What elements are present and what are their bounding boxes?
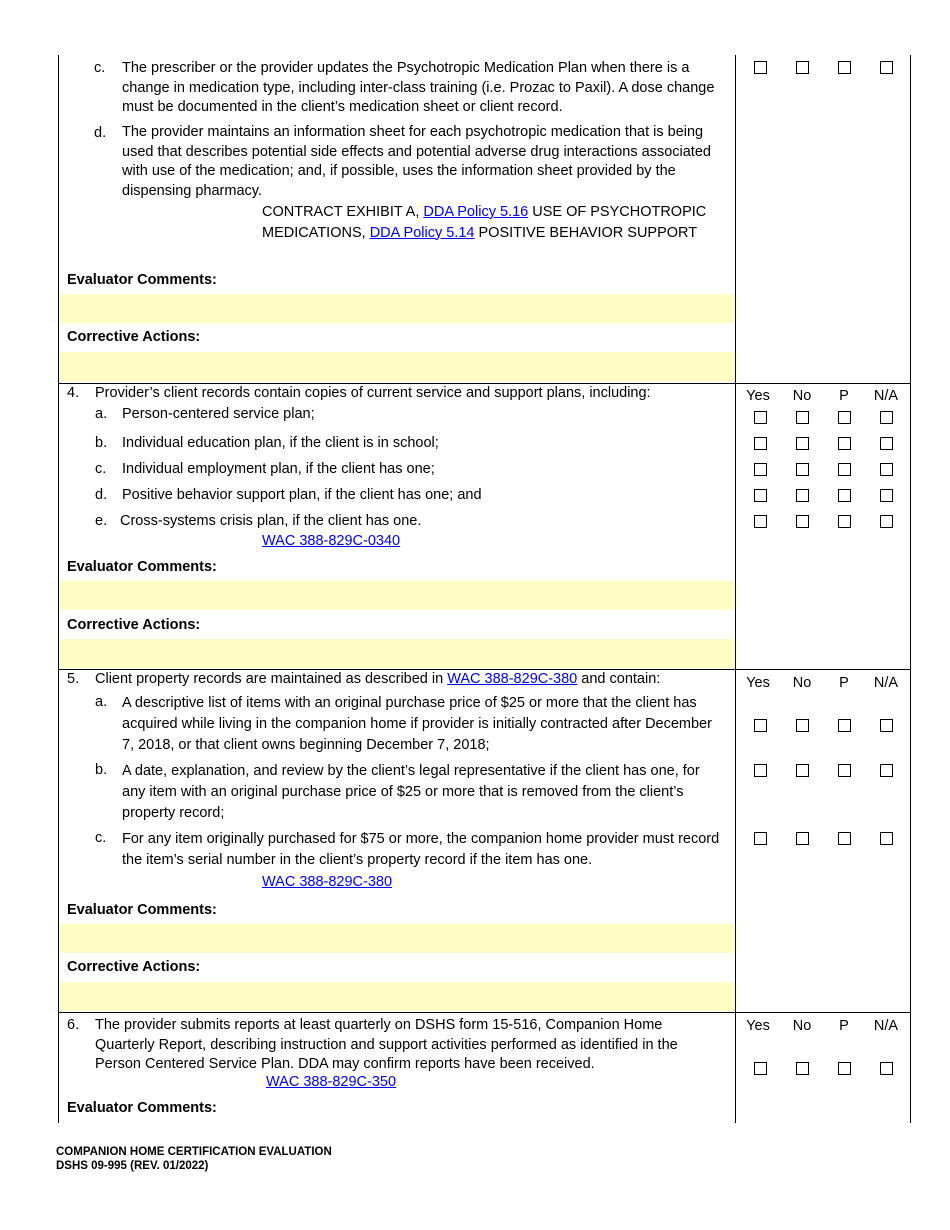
evaluator-comments-field[interactable] (59, 924, 735, 953)
yes-checkbox[interactable] (754, 489, 767, 502)
yes-checkbox[interactable] (754, 832, 767, 845)
item-text: Person-centered service plan; (122, 406, 315, 422)
column-header-na: N/A (873, 1018, 899, 1034)
item-letter: a. (95, 406, 108, 422)
p-checkbox[interactable] (838, 832, 851, 845)
yes-checkbox[interactable] (754, 1062, 767, 1075)
yes-checkbox[interactable] (754, 437, 767, 450)
item-text: Individual employment plan, if the client has one; (122, 461, 435, 477)
corrective-actions-field[interactable] (59, 352, 735, 381)
na-checkbox[interactable] (880, 61, 893, 74)
corrective-actions-label: Corrective Actions: (67, 959, 201, 975)
dda-policy-5-16-link[interactable]: DDA Policy 5.16 (423, 204, 529, 220)
no-checkbox[interactable] (796, 719, 809, 732)
item-text: Positive behavior support plan, if the client has one; and (122, 487, 482, 503)
no-checkbox[interactable] (796, 832, 809, 845)
na-checkbox[interactable] (880, 463, 893, 476)
p-checkbox[interactable] (838, 437, 851, 450)
column-divider (735, 55, 736, 1123)
wac-388-829c-0340-link[interactable]: WAC 388-829C-0340 (262, 533, 401, 549)
p-checkbox[interactable] (838, 411, 851, 424)
item-text: A descriptive list of items with an original purchase price of $25 or more that the client has acquired while living in the companion home if provider is initially contracted after December 7, 2018, or that client owns beginning December 7, 2018; (122, 695, 712, 753)
yes-checkbox[interactable] (754, 764, 767, 777)
dda-policy-5-14-link[interactable]: DDA Policy 5.14 (369, 224, 475, 241)
corrective-actions-field[interactable] (59, 982, 735, 1011)
item-letter: c. (94, 60, 106, 76)
page-footer (56, 1145, 332, 1173)
column-header-yes: Yes (746, 388, 770, 404)
evaluator-comments-label: Evaluator Comments: (67, 559, 217, 575)
reference-text (262, 202, 710, 243)
na-checkbox[interactable] (880, 515, 893, 528)
column-header-p: P (839, 1018, 849, 1034)
reference-text (262, 873, 392, 893)
yes-checkbox[interactable] (754, 61, 767, 74)
item-text: Individual education plan, if the client is in school; (122, 435, 439, 451)
p-checkbox[interactable] (838, 719, 851, 732)
na-checkbox[interactable] (880, 1062, 893, 1075)
na-checkbox[interactable] (880, 832, 893, 845)
no-checkbox[interactable] (796, 437, 809, 450)
yes-checkbox[interactable] (754, 463, 767, 476)
item-letter: e. (95, 513, 108, 529)
column-header-na: N/A (873, 675, 899, 691)
p-checkbox[interactable] (838, 515, 851, 528)
evaluator-comments-label: Evaluator Comments: (67, 1100, 217, 1116)
item-text: The prescriber or the provider updates the Psychotropic Medication Plan when there is a change in medication type, including inter-class training (i.e. Prozac to Paxil). A dose change must be documented in the client’s medication sheet or client record. (122, 60, 715, 115)
na-checkbox[interactable] (880, 411, 893, 424)
column-header-no: No (792, 1018, 812, 1034)
reference-text (266, 1073, 396, 1093)
no-checkbox[interactable] (796, 411, 809, 424)
wac-388-829c-350-link[interactable]: WAC 388-829C-350 (266, 1074, 397, 1090)
no-checkbox[interactable] (796, 764, 809, 777)
no-checkbox[interactable] (796, 463, 809, 476)
item-letter: c. (95, 830, 107, 846)
wac-388-829c-380-ref-link[interactable]: WAC 388-829C-380 (262, 874, 393, 890)
item-number: 4. (67, 385, 80, 401)
no-checkbox[interactable] (796, 515, 809, 528)
p-checkbox[interactable] (838, 489, 851, 502)
na-checkbox[interactable] (880, 437, 893, 450)
section-divider (58, 1012, 911, 1013)
no-checkbox[interactable] (796, 489, 809, 502)
item-title-text: Client property records are maintained as described in (95, 671, 448, 687)
item-text: A date, explanation, and review by the client’s legal representative if the client has one, for any item with an original purchase price of $25 or more that is removed from the client’s property record; (122, 763, 700, 821)
form-title: COMPANION HOME CERTIFICATION EVALUATION (56, 1146, 332, 1158)
p-checkbox[interactable] (838, 1062, 851, 1075)
form-number: DSHS 09-995 (REV. 01/2022) (56, 1160, 209, 1172)
na-checkbox[interactable] (880, 764, 893, 777)
reference-text-part: USE OF PSYCHOTROPIC MEDICATIONS, (262, 204, 707, 241)
evaluator-comments-label: Evaluator Comments: (67, 272, 217, 288)
item-number: 5. (67, 671, 80, 687)
evaluation-form (58, 55, 911, 1123)
corrective-actions-label: Corrective Actions: (67, 617, 201, 633)
evaluator-comments-field[interactable] (59, 581, 735, 610)
column-header-no: No (792, 675, 812, 691)
item-number: 6. (67, 1017, 80, 1033)
item-text: Cross-systems crisis plan, if the client has one. (120, 513, 422, 529)
item-title-text: and contain: (577, 671, 661, 687)
column-header-na: N/A (873, 388, 899, 404)
item-letter: b. (95, 762, 108, 778)
column-header-yes: Yes (746, 675, 770, 691)
corrective-actions-label: Corrective Actions: (67, 329, 201, 345)
item-text: For any item originally purchased for $75 or more, the companion home provider must record the item’s serial number in the client’s property record if the item has one. (122, 831, 720, 868)
item-text: The provider maintains an information sheet for each psychotropic medication that is being used that describes potential side effects and potential adverse drug interactions associated with use of the medication; and, if possible, uses the information sheet provided by the dispensing pharmacy. (122, 124, 711, 199)
item-title: Provider’s client records contain copies of current service and support plans, including: (95, 385, 651, 401)
column-header-p: P (839, 388, 849, 404)
yes-checkbox[interactable] (754, 515, 767, 528)
yes-checkbox[interactable] (754, 411, 767, 424)
form-right-border (910, 55, 911, 1123)
item-title (95, 670, 725, 690)
wac-388-829c-380-link[interactable]: WAC 388-829C-380 (447, 671, 578, 687)
item-letter: c. (95, 461, 107, 477)
item-letter: d. (95, 487, 108, 503)
corrective-actions-field[interactable] (59, 639, 735, 668)
na-checkbox[interactable] (880, 489, 893, 502)
reference-text-part: CONTRACT EXHIBIT A, (262, 204, 424, 220)
item-letter: d. (94, 125, 107, 141)
na-checkbox[interactable] (880, 719, 893, 732)
item-text: The provider submits reports at least quarterly on DSHS form 15-516, Companion Home Quarterly Report, describing instruction and support activities performed as identified in the Person Centered Service Plan. DDA may confirm reports have been received. (95, 1017, 678, 1072)
column-header-yes: Yes (746, 1018, 770, 1034)
reference-text-part: POSITIVE BEHAVIOR SUPPORT (474, 224, 698, 241)
evaluator-comments-field[interactable] (59, 294, 735, 323)
reference-text (262, 532, 400, 552)
column-header-p: P (839, 675, 849, 691)
item-letter: b. (95, 435, 108, 451)
p-checkbox[interactable] (838, 463, 851, 476)
no-checkbox[interactable] (796, 1062, 809, 1075)
evaluator-comments-label: Evaluator Comments: (67, 902, 217, 918)
p-checkbox[interactable] (838, 764, 851, 777)
no-checkbox[interactable] (796, 61, 809, 74)
item-letter: a. (95, 694, 108, 710)
p-checkbox[interactable] (838, 61, 851, 74)
column-header-no: No (792, 388, 812, 404)
yes-checkbox[interactable] (754, 719, 767, 732)
